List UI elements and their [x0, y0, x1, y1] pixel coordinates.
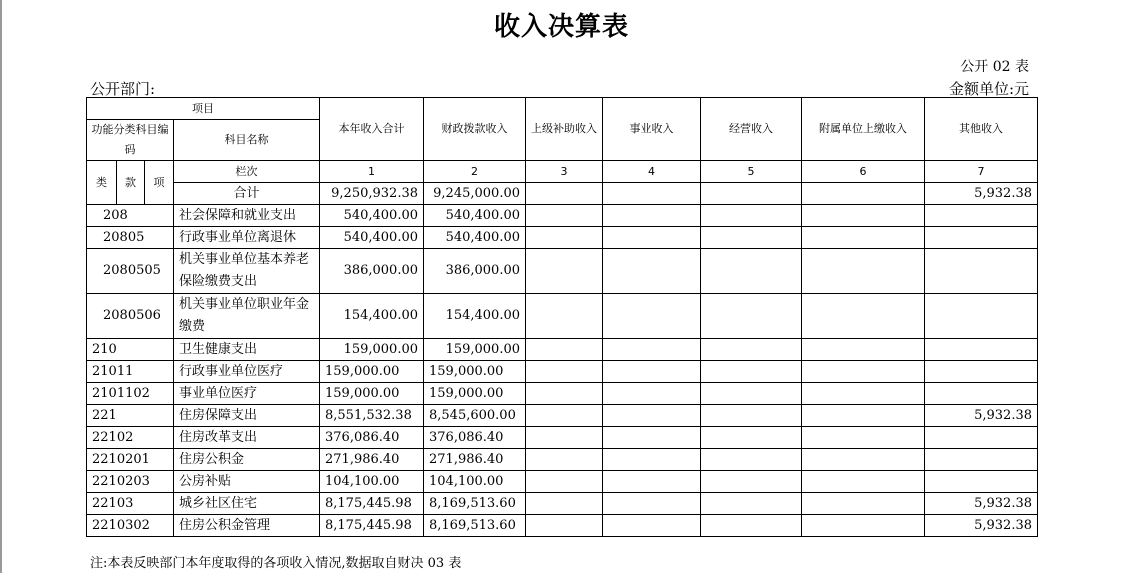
table-row [87, 427, 1038, 449]
row-c7 [925, 294, 1038, 339]
header-xiang: 项 [145, 161, 174, 205]
row-c2: 386,000.00 [424, 249, 526, 294]
row-name: 卫生健康支出 [174, 339, 320, 361]
total-c1: 9,250,932.38 [320, 183, 424, 205]
row-c2: 8,169,513.60 [424, 515, 526, 537]
row-c7 [925, 227, 1038, 249]
total-label: 合计 [174, 183, 320, 205]
row-c7 [925, 361, 1038, 383]
row-c2: 8,545,600.00 [424, 405, 526, 427]
row-c1: 8,551,532.38 [320, 405, 424, 427]
total-c6 [802, 183, 925, 205]
total-c5 [701, 183, 802, 205]
row-name: 城乡社区住宅 [174, 493, 320, 515]
table-row [87, 205, 1038, 227]
row-name: 机关事业单位职业年金缴费 [174, 294, 320, 339]
row-c1: 104,100.00 [320, 471, 424, 493]
table-row [87, 405, 1038, 427]
header-column-index: 栏次 [174, 161, 320, 183]
row-name: 住房改革支出 [174, 427, 320, 449]
table-row [87, 339, 1038, 361]
header-business-income: 事业收入 [603, 98, 701, 161]
row-name: 住房公积金管理 [174, 515, 320, 537]
header-total-income: 本年收入合计 [320, 98, 424, 161]
table-row [87, 361, 1038, 383]
row-name: 住房保障支出 [174, 405, 320, 427]
col-number-4: 4 [603, 161, 701, 183]
form-number: 公开 02 表 [960, 59, 1029, 75]
row-c1: 159,000.00 [320, 361, 424, 383]
row-c2: 104,100.00 [424, 471, 526, 493]
row-c2: 376,086.40 [424, 427, 526, 449]
table-row [87, 515, 1038, 537]
row-name: 事业单位医疗 [174, 383, 320, 405]
table-row [87, 493, 1038, 515]
header-operating-income: 经营收入 [701, 98, 802, 161]
row-c2: 154,400.00 [424, 294, 526, 339]
table-row [87, 227, 1038, 249]
total-c4 [603, 183, 701, 205]
header-affiliate-remittance: 附属单位上缴收入 [802, 98, 925, 161]
row-c7 [925, 471, 1038, 493]
row-code: 221 [87, 405, 174, 427]
col-number-1: 1 [320, 161, 424, 183]
row-c1: 386,000.00 [320, 249, 424, 294]
row-code: 2101102 [87, 383, 174, 405]
row-code: 2080506 [87, 294, 174, 339]
amount-unit-label: 金额单位:元 [948, 80, 1029, 98]
row-name: 行政事业单位离退休 [174, 227, 320, 249]
row-c7 [925, 249, 1038, 294]
total-c7: 5,932.38 [925, 183, 1038, 205]
row-c1: 8,175,445.98 [320, 515, 424, 537]
row-c7 [925, 205, 1038, 227]
row-c2: 540,400.00 [424, 227, 526, 249]
row-c1: 8,175,445.98 [320, 493, 424, 515]
table-row [87, 471, 1038, 493]
col-number-6: 6 [802, 161, 925, 183]
row-c2: 271,986.40 [424, 449, 526, 471]
row-code: 2210201 [87, 449, 174, 471]
row-c1: 159,000.00 [320, 383, 424, 405]
row-name: 社会保障和就业支出 [174, 205, 320, 227]
row-name: 行政事业单位医疗 [174, 361, 320, 383]
row-code: 22103 [87, 493, 174, 515]
row-code: 208 [87, 205, 174, 227]
header-fiscal-appropriation: 财政拨款收入 [424, 98, 526, 161]
row-c7 [925, 339, 1038, 361]
department-label: 公开部门: [90, 80, 156, 98]
row-c2: 159,000.00 [424, 339, 526, 361]
table-row [87, 294, 1038, 339]
row-c7 [925, 383, 1038, 405]
row-c2: 159,000.00 [424, 361, 526, 383]
row-c2: 540,400.00 [424, 205, 526, 227]
header-lei: 类 [87, 161, 117, 205]
header-item: 项目 [87, 98, 320, 120]
col-number-2: 2 [424, 161, 526, 183]
row-name: 机关事业单位基本养老保险缴费支出 [174, 249, 320, 294]
row-c1: 159,000.00 [320, 339, 424, 361]
table-row [87, 383, 1038, 405]
header-superior-subsidy: 上级补助收入 [526, 98, 603, 161]
page-title: 收入决算表 [493, 12, 629, 42]
row-c1: 540,400.00 [320, 205, 424, 227]
left-border-rule [0, 0, 2, 573]
row-c7: 5,932.38 [925, 493, 1038, 515]
row-c2: 159,000.00 [424, 383, 526, 405]
row-code: 21011 [87, 361, 174, 383]
row-c1: 154,400.00 [320, 294, 424, 339]
table-row [87, 249, 1038, 294]
income-table [86, 97, 1038, 537]
footnote: 注:本表反映部门本年度取得的各项收入情况,数据取自财决 03 表 [90, 556, 462, 571]
header-subject-name: 科目名称 [174, 120, 320, 161]
row-code: 210 [87, 339, 174, 361]
col-number-7: 7 [925, 161, 1038, 183]
row-name: 公房补贴 [174, 471, 320, 493]
row-c7 [925, 449, 1038, 471]
total-c3 [526, 183, 603, 205]
row-name: 住房公积金 [174, 449, 320, 471]
header-kuan: 款 [117, 161, 145, 205]
row-c7 [925, 427, 1038, 449]
row-code: 20805 [87, 227, 174, 249]
table-row [87, 449, 1038, 471]
row-c7: 5,932.38 [925, 515, 1038, 537]
col-number-5: 5 [701, 161, 802, 183]
header-other-income: 其他收入 [925, 98, 1038, 161]
row-c2: 8,169,513.60 [424, 493, 526, 515]
row-code: 2210302 [87, 515, 174, 537]
row-c1: 376,086.40 [320, 427, 424, 449]
header-function-code: 功能分类科目编码 [87, 120, 174, 161]
total-c2: 9,245,000.00 [424, 183, 526, 205]
row-c1: 540,400.00 [320, 227, 424, 249]
row-c7: 5,932.38 [925, 405, 1038, 427]
row-code: 22102 [87, 427, 174, 449]
row-code: 2210203 [87, 471, 174, 493]
row-c1: 271,986.40 [320, 449, 424, 471]
col-number-3: 3 [526, 161, 603, 183]
row-code: 2080505 [87, 249, 174, 294]
